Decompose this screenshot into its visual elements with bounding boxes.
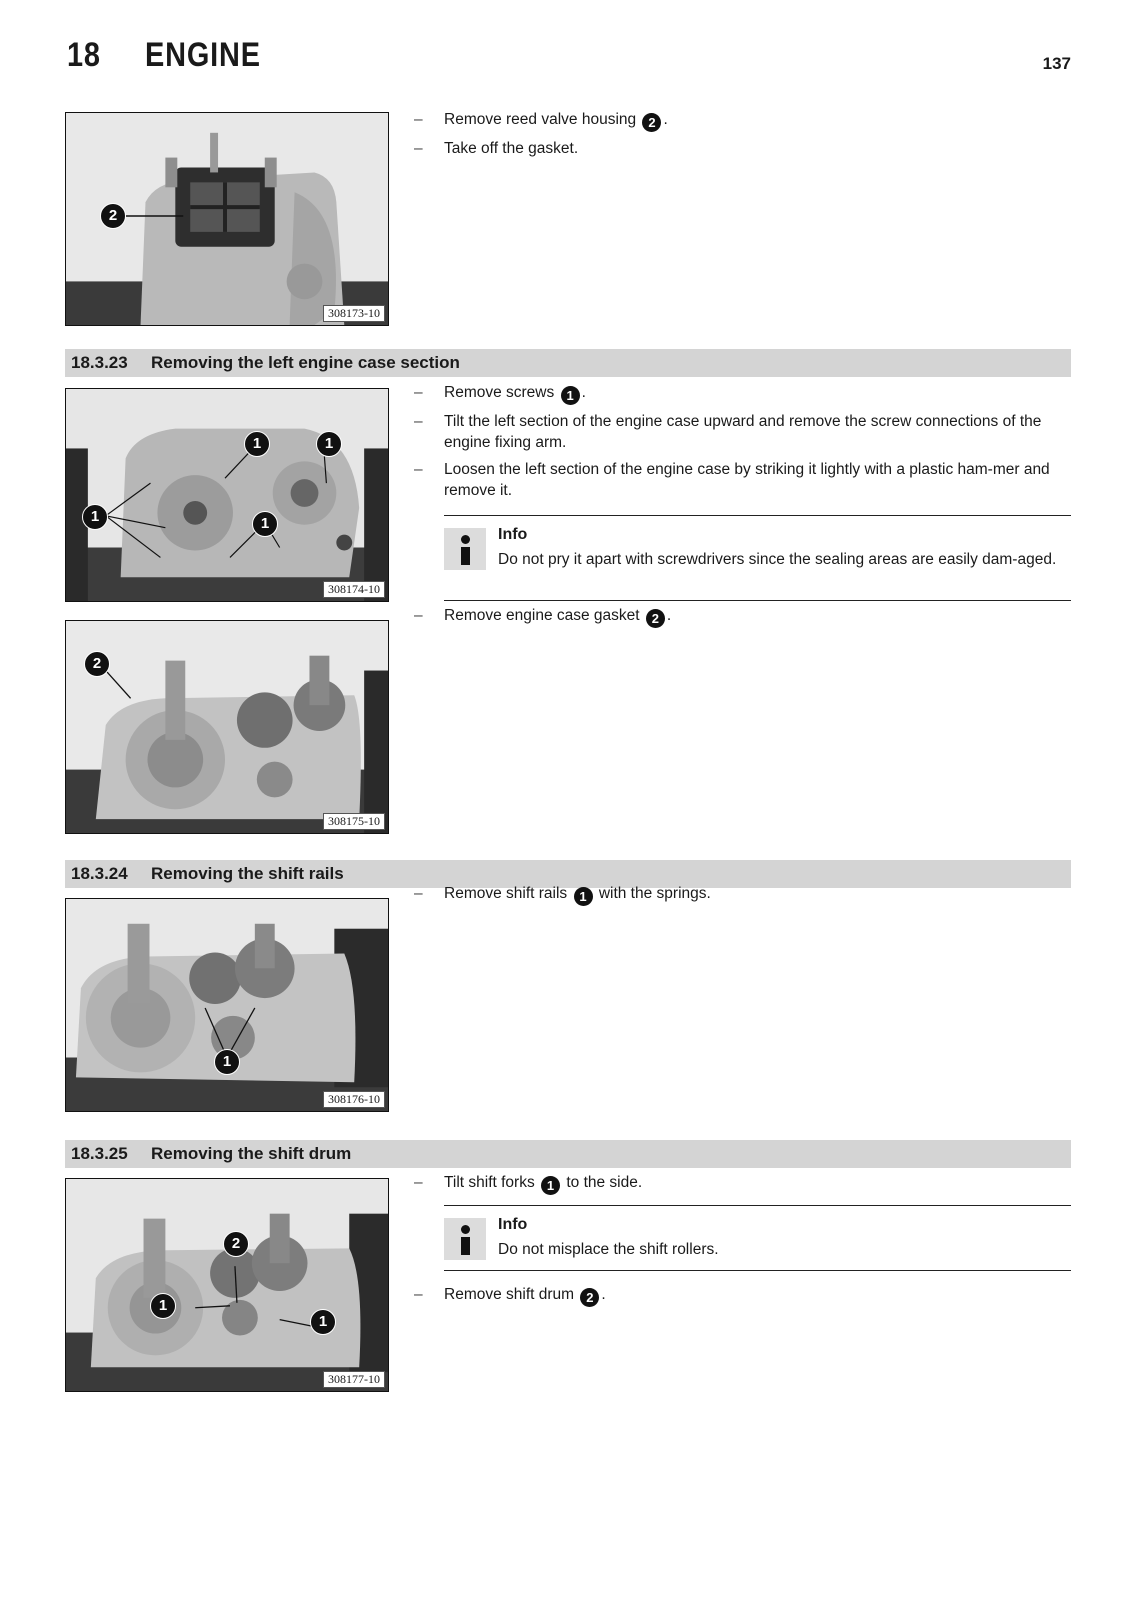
- image-code: 308176-10: [323, 1091, 385, 1108]
- ref-callout: 1: [574, 887, 593, 906]
- ref-callout: 1: [561, 386, 580, 405]
- callout-2: 2: [84, 651, 110, 677]
- page-header: [65, 36, 1071, 82]
- steps-shift-drum-2: [414, 1284, 1070, 1313]
- section-heading-18-3-23: [65, 349, 1071, 377]
- page-number: 137: [1042, 54, 1071, 73]
- step-item: – Remove shift drum 2 .: [414, 1286, 606, 1305]
- image-code: 308173-10: [323, 305, 385, 322]
- info-box: [444, 1205, 1071, 1271]
- info-label: Info: [498, 526, 528, 543]
- engine-photo-illustration: [66, 621, 388, 833]
- image-code: 308175-10: [323, 813, 385, 830]
- chapter-number: 18: [67, 36, 101, 74]
- info-icon: [444, 528, 486, 570]
- photo-reed-valve-housing: [65, 112, 389, 326]
- engine-photo-illustration: [66, 899, 388, 1111]
- photo-engine-case-gasket: [65, 620, 389, 834]
- step-item: – Remove screws 1 .: [414, 384, 586, 403]
- info-text: Do not pry it apart with screwdrivers since the sealing areas are easily dam-aged.: [498, 551, 1057, 568]
- step-item: – Remove engine case gasket 2 .: [414, 607, 672, 626]
- callout-2: 2: [100, 203, 126, 229]
- image-code: 308174-10: [323, 581, 385, 598]
- step-item: – Remove reed valve housing 2 .: [414, 111, 668, 130]
- steps-shift-drum-1: [414, 1172, 1070, 1201]
- step-item: – Remove shift rails 1 with the springs.: [414, 885, 711, 904]
- callout-1: 1: [310, 1309, 336, 1335]
- info-box: [444, 515, 1071, 601]
- info-icon: [444, 1218, 486, 1260]
- engine-photo-illustration: [66, 1179, 388, 1391]
- step-item: – Tilt the left section of the engine case upward and remove the screw connections of the engine fixing arm.: [414, 413, 1042, 451]
- info-label: Info: [498, 1216, 528, 1233]
- section-number: 18.3.24: [71, 864, 128, 883]
- callout-1: 1: [244, 431, 270, 457]
- chapter-title: ENGINE: [145, 36, 261, 74]
- section-title: Removing the left engine case section: [151, 353, 460, 372]
- callout-1: 1: [214, 1049, 240, 1075]
- steps-left-case: [414, 382, 1070, 507]
- callout-1: 1: [82, 504, 108, 530]
- section-title: Removing the shift drum: [151, 1144, 352, 1163]
- photo-shift-drum: [65, 1178, 389, 1392]
- step-item: – Tilt shift forks 1 to the side.: [414, 1174, 643, 1193]
- steps-reed-valve: [414, 109, 1070, 165]
- image-code: 308177-10: [323, 1371, 385, 1388]
- section-title: Removing the shift rails: [151, 864, 344, 883]
- ref-callout: 2: [646, 609, 665, 628]
- engine-photo-illustration: [66, 389, 388, 601]
- steps-gasket: [414, 605, 1070, 634]
- info-text: Do not misplace the shift rollers.: [498, 1241, 719, 1258]
- photo-left-engine-case-screws: [65, 388, 389, 602]
- ref-callout: 1: [541, 1176, 560, 1195]
- section-number: 18.3.25: [71, 1144, 128, 1163]
- callout-2: 2: [223, 1231, 249, 1257]
- ref-callout: 2: [642, 113, 661, 132]
- steps-shift-rails: [414, 883, 1070, 912]
- callout-1: 1: [316, 431, 342, 457]
- section-heading-18-3-25: [65, 1140, 1071, 1168]
- callout-1: 1: [150, 1293, 176, 1319]
- step-item: – Take off the gasket.: [414, 140, 579, 157]
- step-item: – Loosen the left section of the engine case by striking it lightly with a plastic ham-mer and remove it.: [414, 461, 1050, 499]
- section-number: 18.3.23: [71, 353, 128, 372]
- callout-1: 1: [252, 511, 278, 537]
- ref-callout: 2: [580, 1288, 599, 1307]
- photo-shift-rails: [65, 898, 389, 1112]
